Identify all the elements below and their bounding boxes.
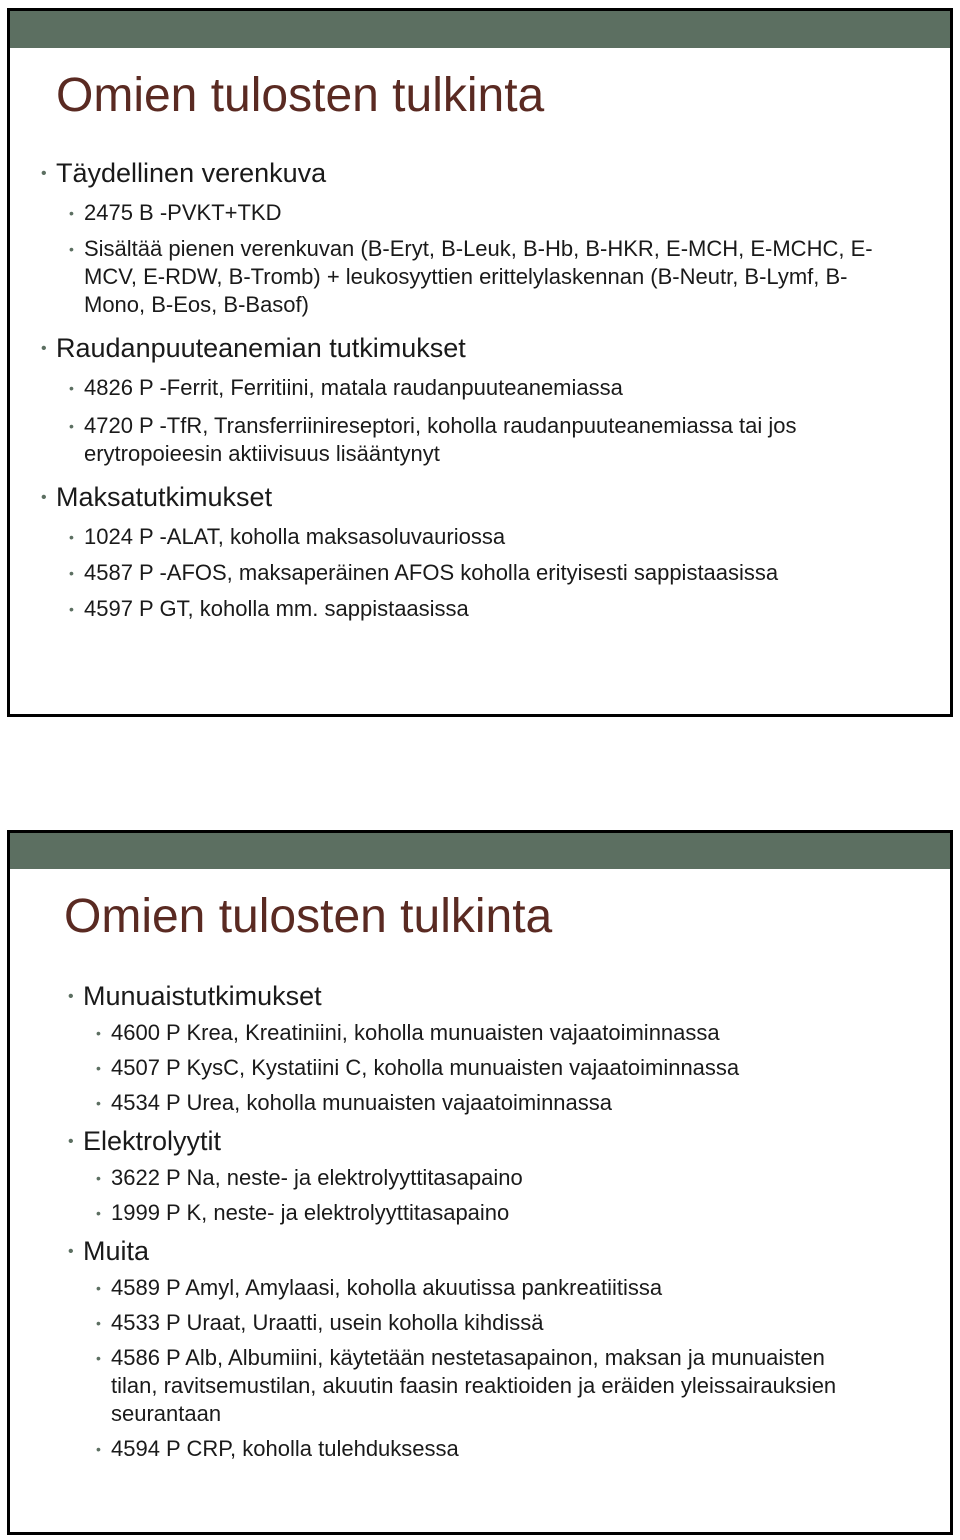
list-item: • 4826 P -Ferrit, Ferritiini, matala raudanpuuteanemiassa xyxy=(69,375,623,400)
section-heading: • Elektrolyytit xyxy=(68,1126,222,1156)
slide-2-bullet-list xyxy=(68,981,913,1463)
bullet-icon: • xyxy=(69,529,74,545)
bullet-icon: • xyxy=(69,601,74,617)
list-item: • 4534 P Urea, koholla munuaisten vajaatoiminnassa xyxy=(96,1090,613,1115)
bullet-icon: • xyxy=(41,165,47,182)
list-item: • 1024 P -ALAT, koholla maksasoluvauriossa xyxy=(69,524,506,549)
bullet-icon: • xyxy=(69,418,74,434)
bullet-icon: • xyxy=(69,241,74,257)
list-item: • 2475 B -PVKT+TKD xyxy=(69,200,282,225)
bullet-icon: • xyxy=(69,205,74,221)
list-item: • 4597 P GT, koholla mm. sappistaasissa xyxy=(69,596,469,621)
list-item: • 4533 P Uraat, Uraatti, usein koholla kihdissä xyxy=(96,1310,544,1335)
bullet-icon: • xyxy=(96,1350,101,1366)
section-heading: • Muita xyxy=(68,1236,150,1266)
bullet-icon: • xyxy=(68,988,74,1005)
list-item: • 4587 P -AFOS, maksaperäinen AFOS koholla erityisesti sappistaasissa xyxy=(69,560,779,585)
slide-header-bar xyxy=(10,833,950,869)
list-item: • 4589 P Amyl, Amylaasi, koholla akuutissa pankreatiitissa xyxy=(96,1275,663,1300)
slide-header-bar xyxy=(10,11,950,48)
section-heading: • Täydellinen verenkuva xyxy=(41,158,327,188)
bullet-icon: • xyxy=(96,1095,101,1111)
slide-1-title: Omien tulosten tulkinta xyxy=(56,69,545,122)
list-item: • Sisältää pienen verenkuvan (B-Eryt, B-Leuk, B-Hb, B-HKR, E-MCH, E-MCHC, E-MCV, E-RDW, B-Tromb) + leukosyyttien erittelylaskennan (B-Neutr, B-Lymf, B-Mono, B-Eos, B-Basof) xyxy=(69,236,873,317)
list-item: • 4586 P Alb, Albumiini, käytetään nestetasapainon, maksan ja munuaisten tilan, ravitsemustilan, akuutin faasin reaktioiden ja eräiden yleissairauksien seurantaan xyxy=(96,1345,837,1426)
bullet-icon: • xyxy=(68,1243,74,1260)
section-heading: • Maksatutkimukset xyxy=(41,482,273,512)
bullet-icon: • xyxy=(41,340,47,357)
bullet-icon: • xyxy=(69,565,74,581)
bullet-icon: • xyxy=(96,1060,101,1076)
bullet-icon: • xyxy=(96,1170,101,1186)
bullet-icon: • xyxy=(96,1441,101,1457)
bullet-icon: • xyxy=(96,1205,101,1221)
list-item: • 3622 P Na, neste- ja elektrolyyttitasapaino xyxy=(96,1165,523,1190)
bullet-icon: • xyxy=(96,1315,101,1331)
slide-2-title: Omien tulosten tulkinta xyxy=(64,890,553,943)
bullet-icon: • xyxy=(41,489,47,506)
section-heading: • Raudanpuuteanemian tutkimukset xyxy=(41,333,466,363)
list-item: • 4507 P KysC, Kystatiini C, koholla munuaisten vajaatoiminnassa xyxy=(96,1055,740,1080)
bullet-icon: • xyxy=(68,1133,74,1150)
bullet-icon: • xyxy=(96,1025,101,1041)
section-heading: • Munuaistutkimukset xyxy=(68,981,322,1011)
bullet-icon: • xyxy=(96,1280,101,1296)
list-item: • 1999 P K, neste- ja elektrolyyttitasapaino xyxy=(96,1200,510,1225)
list-item: • 4600 P Krea, Kreatiniini, koholla munuaisten vajaatoiminnassa xyxy=(96,1020,720,1045)
list-item: • 4720 P -TfR, Transferriinireseptori, koholla raudanpuuteanemiassa tai jos erytropoieesin aktiivisuus lisääntynyt xyxy=(69,413,797,466)
bullet-icon: • xyxy=(69,380,74,396)
slide-1-bullet-list xyxy=(41,158,926,623)
list-item: • 4594 P CRP, koholla tulehduksessa xyxy=(96,1436,459,1461)
